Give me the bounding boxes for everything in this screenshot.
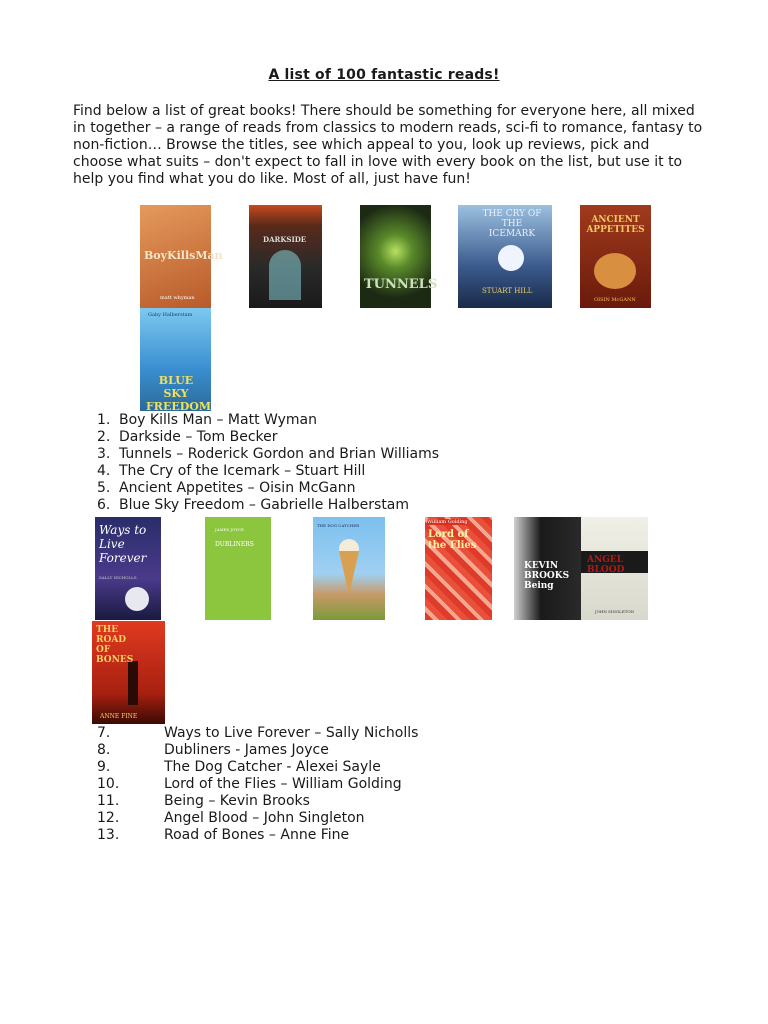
cover-author: JAMES JOYCE <box>215 527 244 532</box>
page-title: A list of 100 fantastic reads! <box>268 67 500 83</box>
list-item-number: 2. <box>97 429 111 445</box>
list-item-title: Tunnels – Roderick Gordon and Brian Williams <box>119 446 440 462</box>
cover-title: ANGEL BLOOD <box>587 555 625 575</box>
list-item-number: 6. <box>97 497 111 513</box>
book-cover-angel-blood <box>581 517 648 620</box>
list-item-title: The Dog Catcher - Alexei Sayle <box>164 759 381 775</box>
list-item <box>97 827 418 844</box>
book-cover-boy-kills-man <box>140 205 223 308</box>
list-item-title: Road of Bones – Anne Fine <box>164 827 350 843</box>
list-item-number: 13. <box>97 827 120 843</box>
book-cover-being <box>514 517 581 620</box>
list-item-title: Darkside – Tom Becker <box>119 429 278 445</box>
cover-title: DARKSIDE <box>263 235 307 244</box>
list-item-number: 4. <box>97 463 111 479</box>
list-item-number: 3. <box>97 446 111 462</box>
list-item-title: Being – Kevin Brooks <box>164 793 310 809</box>
list-item <box>97 793 418 810</box>
cover-author: ANNE FINE <box>100 713 138 720</box>
cover-author: STUART HILL <box>482 287 533 295</box>
cover-author: SALLY NICHOLLS <box>99 575 137 580</box>
book-cover-ways-to-live-forever <box>95 517 161 620</box>
list-item <box>97 412 439 429</box>
cover-title: ANCIENT APPETITES <box>586 215 645 235</box>
list-item-title: Dubliners - James Joyce <box>164 742 329 758</box>
list-item-number: 7. <box>97 725 111 741</box>
cover-title: Lord of the Flies <box>428 529 477 551</box>
list-item <box>97 742 418 759</box>
list-item-number: 9. <box>97 759 111 775</box>
book-list-1 <box>97 412 439 514</box>
cover-title: BLUE SKY FREEDOM <box>146 374 212 413</box>
cover-title: KEVIN BROOKS Being <box>524 561 570 591</box>
list-item-number: 12. <box>97 810 120 826</box>
list-item <box>97 446 439 463</box>
cover-title: TUNNELS <box>364 277 438 292</box>
book-cover-tunnels <box>360 205 438 308</box>
list-item-title: Ways to Live Forever – Sally Nicholls <box>164 725 419 741</box>
cover-title: THE CRY OF THE ICEMARK <box>482 209 542 239</box>
list-item <box>97 463 439 480</box>
list-item-title: Lord of the Flies – William Golding <box>164 776 402 792</box>
book-cover-cry-of-the-icemark <box>458 205 552 308</box>
book-cover-dubliners <box>205 517 271 620</box>
book-cover-blue-sky-freedom <box>140 308 211 411</box>
intro-paragraph: Find below a list of great books! There should be something for everyone here, all mixed in together – a range of reads from classics to modern reads, sci-fi to romance, fantasy to non-fiction… Browse the titles, see which appeal to you, look up reviews, pick and choose what suits – don't expect to fall in love with every book on the list, but use it to help you find what you do like. Most of all, just have fun! <box>73 103 703 187</box>
cover-title: BoyKillsMan <box>144 249 223 262</box>
list-item <box>97 480 439 497</box>
cover-title: THE ROAD OF BONES <box>96 625 134 665</box>
list-item <box>97 810 418 827</box>
cover-title: THE DOG CATCHER <box>317 523 360 528</box>
list-item-number: 10. <box>97 776 120 792</box>
list-item <box>97 776 418 793</box>
book-cover-lord-of-the-flies <box>425 517 492 620</box>
list-item-number: 11. <box>97 793 120 809</box>
book-cover-ancient-appetites <box>580 205 651 308</box>
list-item-number: 8. <box>97 742 111 758</box>
cover-title: Ways to Live Forever <box>99 523 147 565</box>
list-item-title: Ancient Appetites – Oisin McGann <box>119 480 356 496</box>
list-item-number: 1. <box>97 412 111 428</box>
cover-title: DUBLINERS <box>215 541 254 548</box>
cover-author: Gaby Halberstam <box>148 312 193 318</box>
list-item <box>97 497 439 514</box>
book-cover-the-dog-catcher <box>313 517 385 620</box>
list-item-title: Blue Sky Freedom – Gabrielle Halberstam <box>119 497 410 513</box>
list-item <box>97 429 439 446</box>
book-cover-darkside <box>249 205 322 308</box>
list-item <box>97 759 418 776</box>
cover-author: OISIN McGANN <box>594 297 636 303</box>
list-item-number: 5. <box>97 480 111 496</box>
list-item <box>97 725 418 742</box>
cover-author: matt whyman <box>160 295 195 301</box>
book-cover-road-of-bones <box>92 621 165 724</box>
cover-author: William Golding <box>427 519 468 525</box>
list-item-title: The Cry of the Icemark – Stuart Hill <box>119 463 366 479</box>
list-item-title: Boy Kills Man – Matt Wyman <box>119 412 317 428</box>
book-list-2 <box>97 725 418 844</box>
cover-author: JOHN SINGLETON <box>595 609 635 614</box>
list-item-title: Angel Blood – John Singleton <box>164 810 365 826</box>
